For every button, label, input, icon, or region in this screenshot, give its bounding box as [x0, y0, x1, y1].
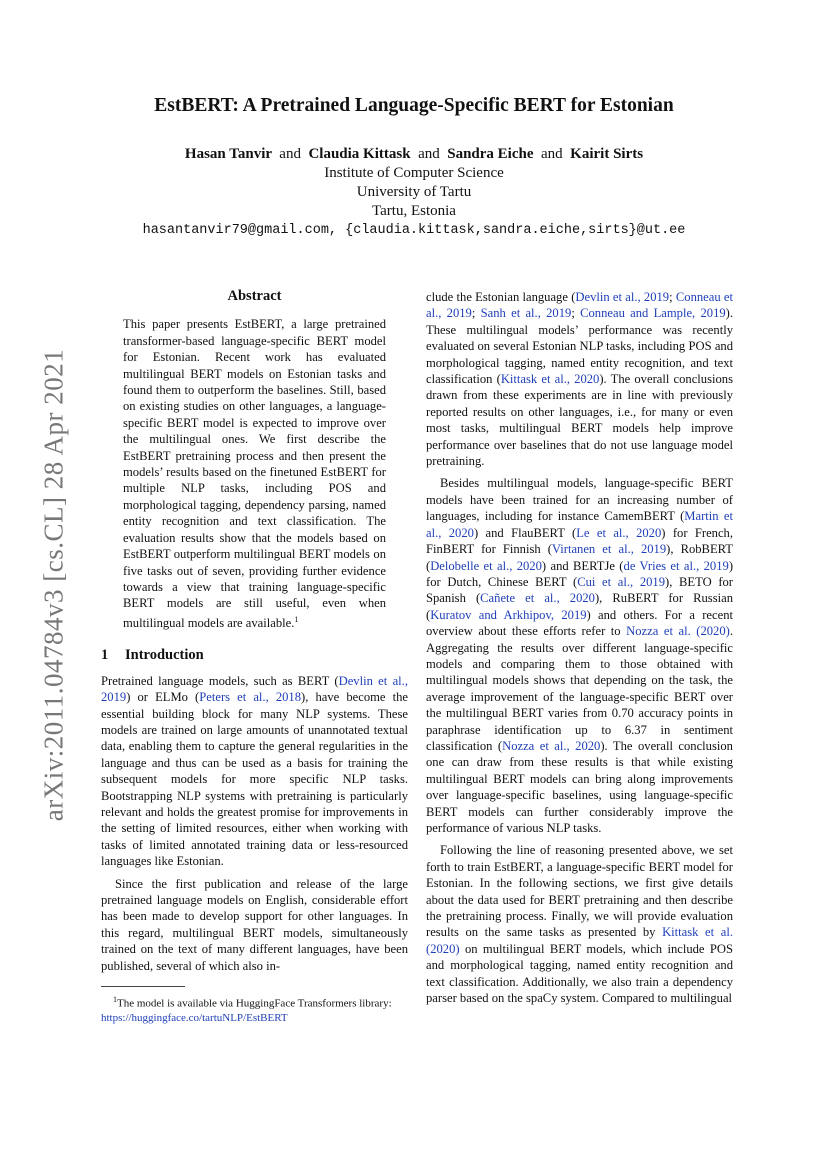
- citation-link[interactable]: Cui et al., 2019: [577, 574, 666, 589]
- footnote-marker[interactable]: 1: [294, 614, 299, 624]
- and-3: and: [541, 146, 563, 162]
- author-emails: hasantanvir79@gmail.com, {claudia.kittask,sandra.eiche,sirts}@ut.ee: [142, 223, 686, 238]
- intro-paragraph-3: [426, 475, 733, 836]
- right-column: [426, 289, 733, 1006]
- citation-link[interactable]: Kuratov and Arkhipov, 2019: [430, 607, 587, 622]
- footnote: [101, 993, 408, 1025]
- citation-link[interactable]: Peters et al., 2018: [199, 690, 302, 705]
- author-2: Claudia Kittask: [308, 146, 411, 162]
- citation-link[interactable]: Conneau and Lample, 2019: [580, 306, 726, 321]
- text-run: ;: [471, 306, 481, 321]
- section-number: 1: [101, 647, 109, 664]
- text-run: clude the Estonian language (: [426, 290, 576, 304]
- text-run: Besides multilingual models, language-specific BERT models have been trained for an increasing number of languages, including for instance CamemBERT (: [426, 476, 733, 524]
- abstract-body: This paper presents EstBERT, a large pretrained transformer-based language-specific BERT model for Estonian. Recent work has evaluated multilingual BERT models on Estonian tasks and found them to outperform the baselines. Still, based on existing studies on other languages, a language-specific BERT model is expected to improve over the multilingual ones. We first describe the EstBERT pretraining process and then present the models’ results based on the finetuned EstBERT for multiple NLP tasks, including POS and morphological tagging, dependency parsing, named entity recognition and text classification. The evaluation results show that the models based on EstBERT outperform multilingual BERT models on five tasks out of seven, providing further evidence towards a view that training language-specific BERT models are still useful, even when multilingual models are available.: [123, 317, 386, 630]
- footnote-divider: [101, 986, 185, 987]
- text-run: ) or ELMo (: [126, 690, 200, 705]
- and-1: and: [279, 146, 301, 162]
- text-run: ), RobBERT (: [426, 542, 733, 573]
- text-run: ). These multilingual models’ performance was recently evaluated on several Estonian NLP tasks, including POS and morphological tagging, named entity recognition, and text classification (: [426, 306, 734, 387]
- citation-link[interactable]: Nozza et al. (2020): [626, 624, 730, 639]
- and-2: and: [418, 146, 440, 162]
- intro-paragraph-2: Since the first publication and release of the large pretrained language models on English, considerable effort has been made to develop support for other languages. In this regard, multilingual BERT models, simultaneously trained on the text of many different languages, have been published, several of which also in-: [101, 876, 408, 973]
- text-run: ) and BERTJe (: [541, 558, 624, 573]
- citation-link[interactable]: de Vries et al., 2019: [623, 558, 729, 573]
- text-run: ) for Dutch, Chinese BERT (: [426, 558, 734, 589]
- affiliation-university: University of Tartu: [356, 184, 472, 200]
- paper-title: EstBERT: A Pretrained Language-Specific BERT for Estonian: [154, 95, 674, 116]
- left-column: [101, 288, 408, 1025]
- text-run: ;: [571, 306, 581, 321]
- citation-link[interactable]: Devlin et al., 2019: [575, 290, 670, 304]
- author-3: Sandra Eiche: [447, 146, 534, 162]
- text-run: Following the line of reasoning presented above, we set forth to train EstBERT, a language-specific BERT model for Estonian. In the following sections, we first give details about the data used for BERT pretraining and then describe the pretraining process. Finally, we will provide evaluation results on the same tasks as presented by: [426, 843, 733, 940]
- text-run: Pretrained language models, such as BERT (: [101, 673, 339, 688]
- author-4: Kairit Sirts: [570, 146, 644, 162]
- text-run: ) for French, FinBERT for Finnish (: [426, 525, 733, 557]
- citation-link[interactable]: Martin et al., 2020: [426, 509, 733, 540]
- footnote-text: The model is available via HuggingFace Transformers library:: [117, 997, 392, 1010]
- citation-link[interactable]: Le et al., 2020: [576, 525, 662, 540]
- text-run: ), have become the essential building block for many NLP systems. These models are trained on large amounts of unannotated textual data, enabling them to capture the general regularities in the language and thus can be used as a basis for training the subsequent models for more specific NLP tasks. Bootstrapping NLP systems with pretraining is particularly relevant and holds the greatest promise for improvements in the setting of limited resources, either when working with tasks of limited annotated training data or less-resourced languages like Estonian.: [101, 690, 408, 869]
- abstract-heading: Abstract: [227, 288, 282, 304]
- citation-link[interactable]: Delobelle et al., 2020: [430, 558, 542, 573]
- abstract-text: [123, 316, 386, 631]
- text-run: ) and FlauBERT (: [473, 525, 577, 540]
- text-run: ), BETO for Spanish (: [426, 574, 733, 606]
- affiliation-institute: Institute of Computer Science: [324, 165, 504, 181]
- arxiv-identifier: arXiv:2011.04784v3 [cs.CL] 28 Apr 2021: [38, 348, 69, 822]
- citation-link[interactable]: Devlin et al., 2019: [101, 673, 408, 705]
- text-run: ), RuBERT for Russian (: [426, 591, 733, 622]
- citation-link[interactable]: Cañete et al., 2020: [480, 591, 595, 606]
- affiliation-city: Tartu, Estonia: [372, 203, 456, 219]
- huggingface-link[interactable]: https://huggingface.co/tartuNLP/EstBERT: [101, 1011, 288, 1024]
- section-title: Introduction: [125, 647, 204, 664]
- citation-link[interactable]: Sanh et al., 2019: [480, 306, 572, 321]
- intro-paragraph-2-continued: [426, 289, 733, 469]
- citation-link[interactable]: Kittask et al. (2020): [426, 925, 733, 956]
- intro-paragraph-1: [101, 673, 408, 870]
- text-run: ). The overall conclusions drawn from these experiments are in line with previously reported results on other languages, i.e., for many or even most tasks, multilingual BERT models help improve performance over baselines that do not use language model pretraining.: [426, 372, 733, 469]
- intro-paragraph-4: [426, 842, 733, 1006]
- text-run: ). The overall conclusion one can draw from these results is that while existing multilingual BERT models can bring along improvements over language-specific baselines, using language-specific BERT models can further considerably improve the performance of various NLP tasks.: [426, 738, 733, 835]
- author-1: Hasan Tanvir: [184, 146, 272, 162]
- citation-link[interactable]: Kittask et al., 2020: [500, 372, 600, 387]
- citation-link[interactable]: Nozza et al., 2020: [502, 738, 601, 753]
- text-run: . Aggregating the results over different language-specific models and comparing them to those obtained with multilingual models shows that depending on the task, the average improvement of the language-specific BERT over the multilingual BERT varies from 0.70 accuracy points in paraphrase identification up to 6.37 in sentiment classification (: [426, 624, 733, 753]
- citation-link[interactable]: Virtanen et al., 2019: [551, 542, 667, 557]
- footnote-number: 1: [113, 995, 117, 1005]
- author-names: [0, 145, 828, 164]
- author-block: [0, 145, 828, 240]
- citation-link[interactable]: Conneau et al., 2019: [426, 290, 733, 321]
- text-run: on multilingual BERT models, which include POS and morphological tagging, named entity recognition and text classification. Additionally, we also train a dependency parser based on the spaCy system. Compared to multilingual: [426, 941, 733, 1006]
- text-run: ;: [669, 290, 676, 304]
- text-run: ) and others. For a recent overview about these efforts refer to: [426, 607, 734, 639]
- section-heading-introduction: [101, 647, 408, 663]
